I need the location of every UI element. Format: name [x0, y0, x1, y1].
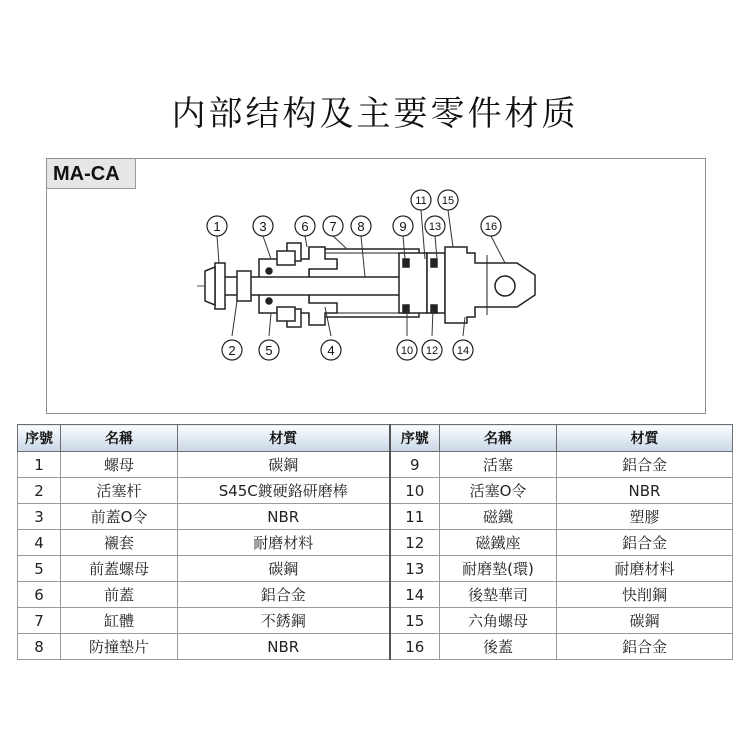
callout-4: 4 [327, 343, 335, 358]
table-row [18, 582, 733, 608]
cell-name: 前蓋 [61, 582, 178, 608]
header-name-2: 名稱 [440, 425, 557, 452]
callout-14: 14 [456, 345, 470, 357]
callout-11: 11 [415, 195, 427, 207]
cell-material: 鋁合金 [178, 582, 390, 608]
cell-material: 碳鋼 [178, 452, 390, 478]
piston-rod [217, 271, 413, 301]
table-row [18, 452, 733, 478]
callout-2: 2 [228, 343, 236, 358]
cell-material: NBR [178, 634, 390, 660]
cell-no: 16 [390, 634, 440, 660]
cylinder-cross-section-drawing [47, 159, 707, 415]
cell-name: 活塞杆 [61, 478, 178, 504]
callout-5: 5 [265, 343, 273, 358]
table-row [18, 530, 733, 556]
cell-no: 6 [18, 582, 61, 608]
cell-name: 活塞 [440, 452, 557, 478]
cell-name: 前蓋O令 [61, 504, 178, 530]
header-name: 名稱 [61, 425, 178, 452]
cell-no: 15 [390, 608, 440, 634]
cell-name: 磁鐵座 [440, 530, 557, 556]
cell-material: 鋁合金 [557, 634, 733, 660]
cell-name: 前蓋螺母 [61, 556, 178, 582]
cell-no: 2 [18, 478, 61, 504]
callout-3: 3 [259, 219, 267, 234]
cell-material: 不銹鋼 [178, 608, 390, 634]
cell-name: 防撞墊片 [61, 634, 178, 660]
table-row [18, 634, 733, 660]
cell-no: 9 [390, 452, 440, 478]
cell-no: 11 [390, 504, 440, 530]
callout-12: 12 [425, 345, 439, 357]
callout-15: 15 [441, 195, 455, 207]
callout-6: 6 [301, 219, 309, 234]
header-no: 序號 [18, 425, 61, 452]
model-label: MA-CA [47, 159, 136, 189]
cell-name: 襯套 [61, 530, 178, 556]
cell-no: 3 [18, 504, 61, 530]
cell-name: 缸體 [61, 608, 178, 634]
table-row [18, 608, 733, 634]
header-material: 材質 [178, 425, 390, 452]
table-header-row [18, 425, 733, 452]
cell-material: S45C鍍硬鉻研磨棒 [178, 478, 390, 504]
table-row [18, 504, 733, 530]
cell-material: 碳鋼 [178, 556, 390, 582]
parts-material-table [17, 424, 733, 660]
header-material-2: 材質 [557, 425, 733, 452]
callout-7: 7 [329, 219, 337, 234]
table-row [18, 478, 733, 504]
rear-cover [445, 247, 535, 323]
cell-name: 活塞O令 [440, 478, 557, 504]
cell-no: 8 [18, 634, 61, 660]
cell-no: 14 [390, 582, 440, 608]
callout-13: 13 [428, 221, 442, 233]
cell-no: 13 [390, 556, 440, 582]
cross-section-diagram-panel [46, 158, 706, 414]
cell-name: 六角螺母 [440, 608, 557, 634]
cell-no: 1 [18, 452, 61, 478]
rod-end-nut [205, 263, 225, 309]
piston [399, 253, 445, 313]
page-title: 内部结构及主要零件材质 [171, 94, 579, 134]
callout-16: 16 [484, 221, 498, 233]
cell-material: 快削鋼 [557, 582, 733, 608]
cell-no: 12 [390, 530, 440, 556]
cell-material: 鋁合金 [557, 530, 733, 556]
cell-name: 磁鐵 [440, 504, 557, 530]
cell-material: 鋁合金 [557, 452, 733, 478]
cell-name: 後蓋 [440, 634, 557, 660]
cell-name: 螺母 [61, 452, 178, 478]
cell-no: 5 [18, 556, 61, 582]
cell-material: 耐磨材料 [178, 530, 390, 556]
cell-material: 塑膠 [557, 504, 733, 530]
cell-no: 7 [18, 608, 61, 634]
callout-10: 10 [400, 345, 414, 357]
callout-8: 8 [357, 219, 365, 234]
callout-1: 1 [213, 219, 221, 234]
cell-material: 碳鋼 [557, 608, 733, 634]
cell-name: 耐磨墊(環) [440, 556, 557, 582]
cell-material: 耐磨材料 [557, 556, 733, 582]
cell-material: NBR [557, 478, 733, 504]
cell-no: 4 [18, 530, 61, 556]
table-row [18, 556, 733, 582]
cell-no: 10 [390, 478, 440, 504]
header-no-2: 序號 [390, 425, 440, 452]
cell-material: NBR [178, 504, 390, 530]
cell-name: 後墊華司 [440, 582, 557, 608]
callout-9: 9 [399, 219, 407, 234]
